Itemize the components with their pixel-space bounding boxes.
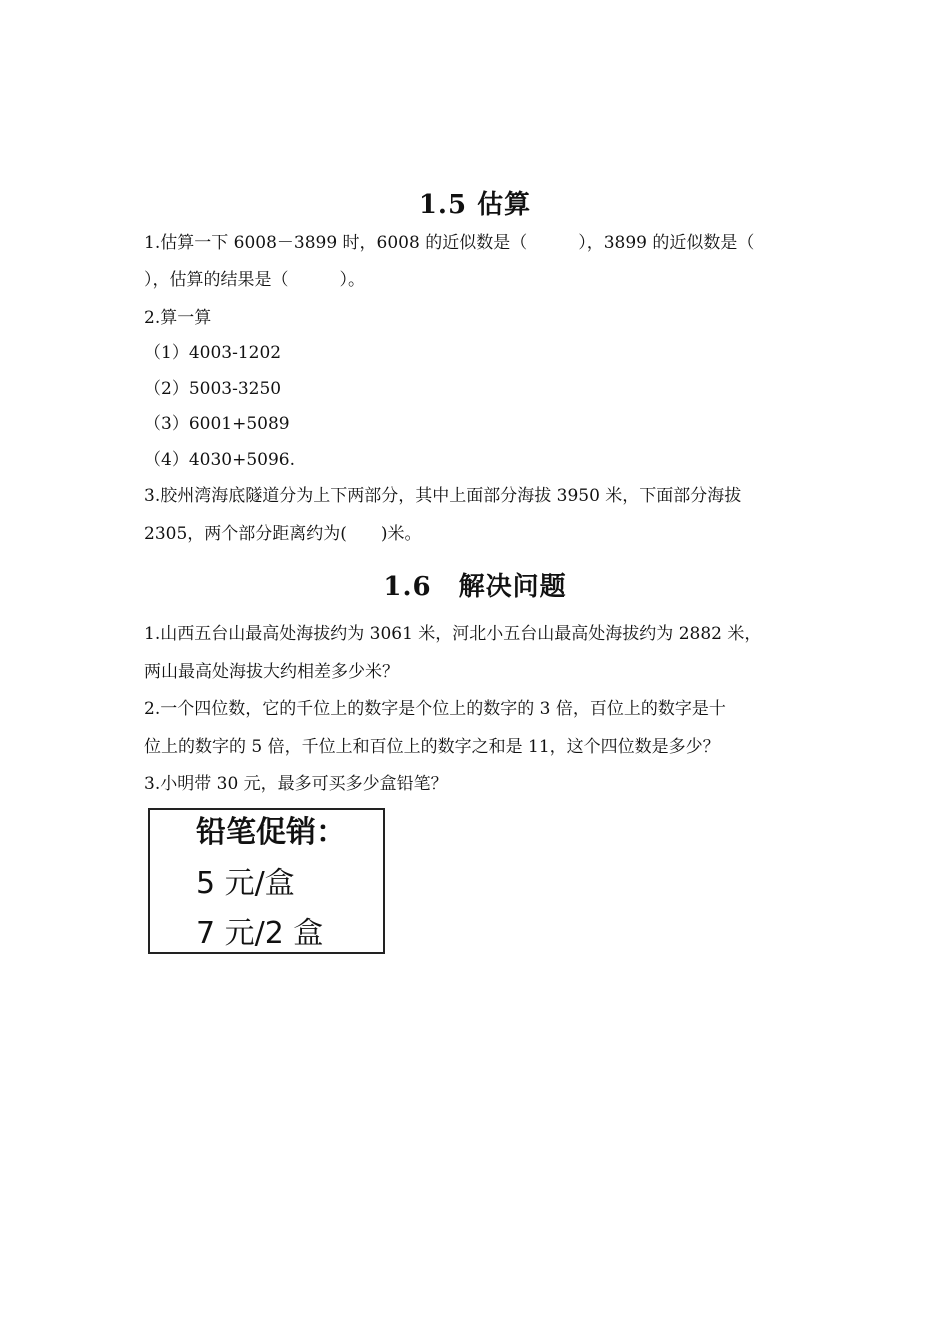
s15-q2-item-4: （4）4030+5096. bbox=[144, 450, 295, 470]
s15-q3-line2: 2305，两个部分距离约为( )米。 bbox=[144, 524, 422, 544]
s15-q1-line1: 1.估算一下 6008－3899 时，6008 的近似数是（ ），3899 的近似数是（ bbox=[144, 233, 755, 253]
promo-price-double: 7 元/2 盒 bbox=[196, 916, 324, 951]
s16-q1-line1: 1.山西五台山最高处海拔约为 3061 米，河北小五台山最高处海拔约为 2882 米， bbox=[144, 624, 762, 644]
pencil-promo-box bbox=[148, 808, 385, 954]
s15-q3-line1: 3.胶州湾海底隧道分为上下两部分，其中上面部分海拔 3950 米，下面部分海拔 bbox=[144, 486, 742, 506]
s15-q2-title: 2.算一算 bbox=[144, 308, 212, 328]
s16-q2-line2: 位上的数字的 5 倍，千位上和百位上的数字之和是 11，这个四位数是多少？ bbox=[144, 737, 720, 757]
s15-q2-item-1: （1）4003-1202 bbox=[144, 343, 282, 363]
s15-q2-item-3: （3）6001+5089 bbox=[144, 414, 290, 434]
promo-price-single: 5 元/盒 bbox=[196, 866, 295, 901]
section-1-5-title: 1.5 估算 bbox=[418, 190, 532, 220]
s15-q1-line2: ），估算的结果是（ ）。 bbox=[144, 270, 365, 290]
section-1-6-title: 1.6 解决问题 bbox=[383, 572, 567, 602]
promo-title: 铅笔促销： bbox=[196, 815, 346, 850]
s16-q3-line1: 3.小明带 30 元，最多可买多少盒铅笔？ bbox=[144, 774, 448, 794]
s16-q1-line2: 两山最高处海拔大约相差多少米？ bbox=[144, 662, 399, 682]
s16-q2-line1: 2.一个四位数，它的千位上的数字是个位上的数字的 3 倍，百位上的数字是十 bbox=[144, 699, 726, 719]
s15-q2-item-2: （2）5003-3250 bbox=[144, 379, 282, 399]
